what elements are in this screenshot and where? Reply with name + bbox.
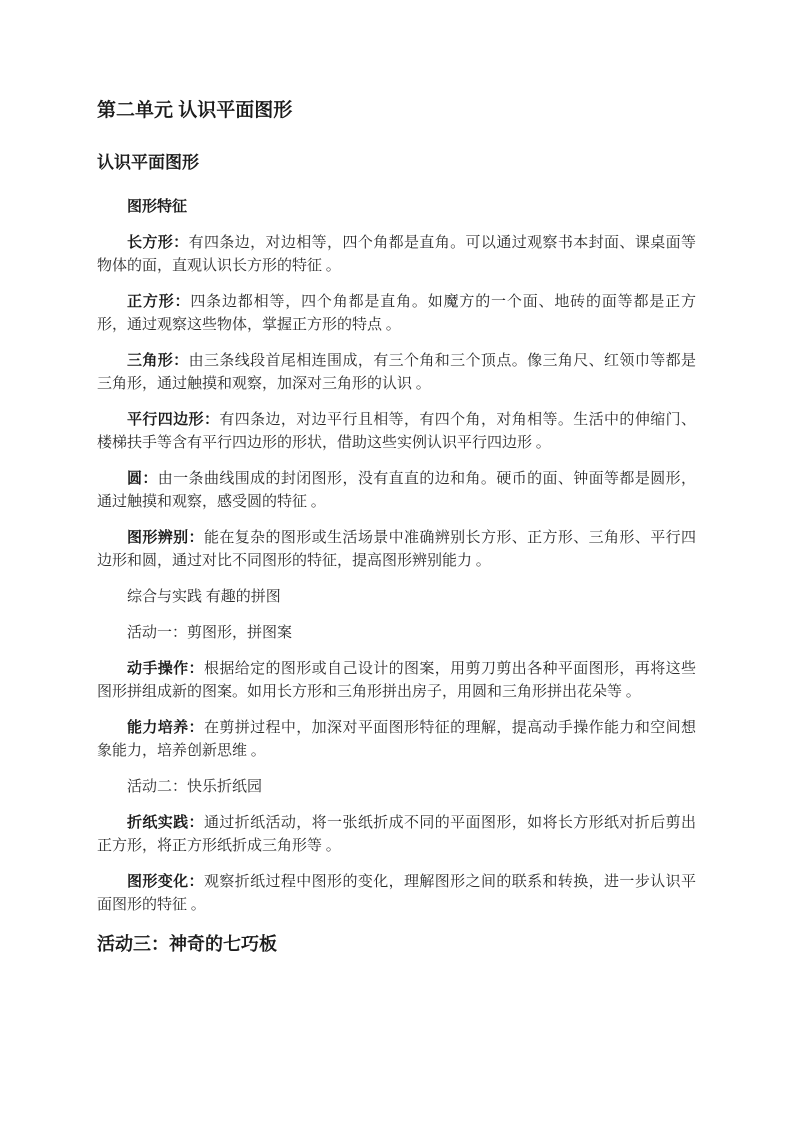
section-title: 认识平面图形 bbox=[97, 153, 199, 172]
paragraph-lead-term: 折纸实践： bbox=[127, 815, 204, 831]
paragraph bbox=[97, 409, 696, 455]
paragraph bbox=[97, 527, 696, 573]
paragraph-text: 通过折纸活动，将一张纸折成不同的平面图形，如将长方形纸对折后剪出正方形，将正方形纸折成三角形等 。 bbox=[97, 815, 696, 854]
paragraph-lead-term: 图形变化： bbox=[127, 874, 204, 890]
paragraph bbox=[97, 812, 696, 858]
paragraph-lead-term: 动手操作： bbox=[127, 661, 204, 677]
paragraph bbox=[97, 871, 696, 917]
paragraph-text: 活动二：快乐折纸园 bbox=[127, 779, 263, 795]
paragraph-text: 四条边都相等，四个角都是直角。如魔方的一个面、地砖的面等都是正方形，通过观察这些物体，掌握正方形的特点 。 bbox=[97, 294, 696, 333]
paragraph bbox=[97, 658, 696, 704]
paragraph-text: 由一条曲线围成的封闭图形，没有直直的边和角。硬币的面、钟面等都是圆形，通过触摸和观察，感受圆的特征 。 bbox=[97, 471, 696, 510]
paragraph bbox=[97, 350, 696, 396]
paragraph-text: 在剪拼过程中，加深对平面图形特征的理解，提高动手操作能力和空间想象能力，培养创新思维 。 bbox=[97, 720, 696, 759]
paragraph-text: 有四条边，对边平行且相等，有四个角，对角相等。生活中的伸缩门、楼梯扶手等含有平行四边形的形状，借助这些实例认识平行四边形 。 bbox=[97, 412, 696, 451]
paragraph bbox=[97, 196, 696, 219]
paragraph-text: 有四条边，对边相等，四个角都是直角。可以通过观察书本封面、课桌面等物体的面，直观认识长方形的特征 。 bbox=[97, 235, 696, 274]
document-body bbox=[97, 196, 696, 917]
paragraph-lead-term: 正方形： bbox=[127, 294, 191, 310]
paragraph-text: 综合与实践 有趣的拼图 bbox=[127, 589, 281, 605]
paragraph bbox=[97, 622, 696, 645]
paragraph bbox=[97, 232, 696, 278]
paragraph bbox=[97, 291, 696, 337]
paragraph-lead-term: 平行四边形： bbox=[127, 412, 220, 428]
paragraph bbox=[97, 586, 696, 609]
paragraph-lead-term: 圆： bbox=[127, 471, 158, 487]
paragraph-lead-term: 三角形： bbox=[127, 353, 189, 369]
paragraph bbox=[97, 468, 696, 514]
paragraph-lead-term: 图形特征 bbox=[127, 199, 188, 215]
paragraph-text: 能在复杂的图形或生活场景中准确辨别长方形、正方形、三角形、平行四边形和圆，通过对比不同图形的特征，提高图形辨别能力 。 bbox=[97, 530, 696, 569]
paragraph bbox=[97, 776, 696, 799]
paragraph-text: 由三条线段首尾相连围成，有三个角和三个顶点。像三角尺、红领巾等都是三角形，通过触摸和观察，加深对三角形的认识 。 bbox=[97, 353, 696, 392]
paragraph-lead-term: 能力培养： bbox=[127, 720, 204, 736]
paragraph-text: 活动一：剪图形，拼图案 bbox=[127, 625, 293, 641]
paragraph-lead-term: 图形辨别： bbox=[127, 530, 204, 546]
activity-heading: 活动三：神奇的七巧板 bbox=[97, 934, 277, 954]
paragraph-text: 观察折纸过程中图形的变化，理解图形之间的联系和转换，进一步认识平面图形的特征 。 bbox=[97, 874, 696, 913]
paragraph-lead-term: 长方形： bbox=[127, 235, 189, 251]
paragraph bbox=[97, 717, 696, 763]
paragraph-text: 根据给定的图形或自己设计的图案，用剪刀剪出各种平面图形，再将这些图形拼组成新的图案。如用长方形和三角形拼出房子，用圆和三角形拼出花朵等 。 bbox=[97, 661, 696, 700]
unit-title: 第二单元 认识平面图形 bbox=[97, 100, 293, 121]
